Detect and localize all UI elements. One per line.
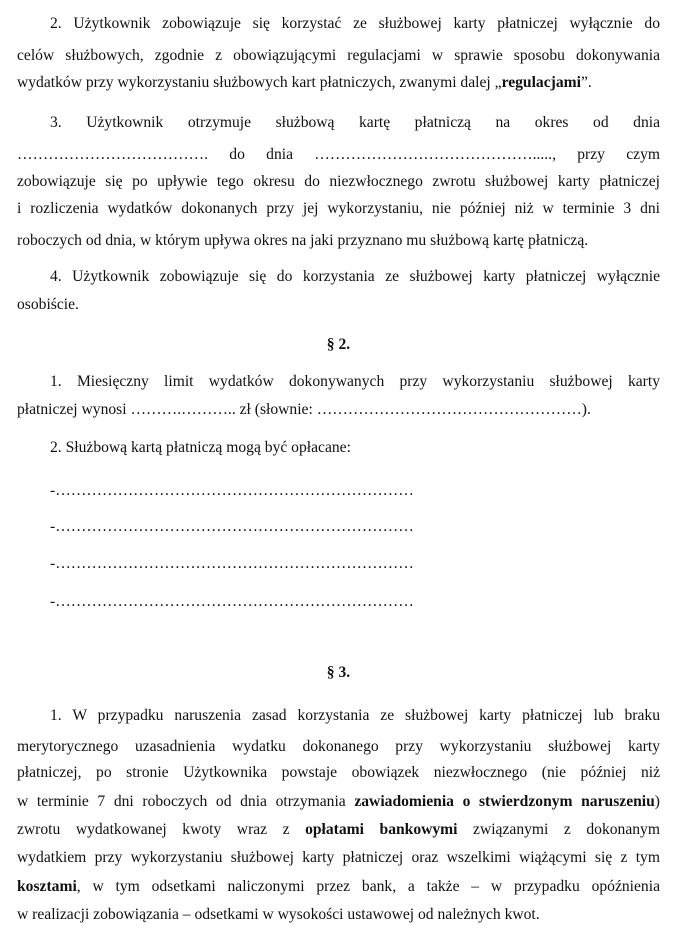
par-3-1-line-8: w realizacji zobowiązania – odsetkami w wysokości ustawowej od należnych kwot.: [17, 906, 540, 923]
text-span: , w tym odsetkami naliczonymi przez bank, a także – w przypadku opóźnienia: [76, 878, 660, 895]
par-1-2-line-1: 2. Użytkownik zobowiązuje się korzystać ze służbowej karty płatniczej wyłącznie do: [50, 15, 660, 32]
par-3-1-line-3: płatniczej, po stronie Użytkownika powstaje obowiązek niezwłocznego (nie później niż: [17, 764, 660, 781]
par-1-3-line-5: roboczych od dnia, w którym upływa okres na jaki przyznano mu służbową kartę płatniczą.: [17, 232, 589, 249]
par-3-1-line-5: [17, 817, 660, 843]
par-1-4-line-2: osobiście.: [17, 296, 79, 313]
par-1-3-line-3: zobowiązuje się po upływie tego okresu do niezwłocznego zwrotu służbowej karty płatniczej: [17, 173, 660, 190]
text-span: związanymi z dokonanym: [457, 821, 660, 838]
text-span: ”.: [580, 74, 592, 91]
text-span: wydatków przy wykorzystaniu służbowych kart płatniczych, zwanymi dalej „: [17, 74, 502, 91]
par-1-2-line-3: [17, 70, 660, 96]
par-3-1-line-7: [17, 874, 660, 900]
par-2-2-line: 2. Służbową kartą płatniczą mogą być opłacane:: [50, 439, 351, 456]
text-span: zwrotu wydatkowanej kwoty wraz z: [17, 821, 306, 838]
par-2-1-line-1: 1. Miesięczny limit wydatków dokonywanych przy wykorzystaniu służbowej karty: [50, 373, 660, 390]
par-3-1-line-6: wydatkiem przy wykorzystaniu służbowej karty płatniczej oraz wszelkimi wiążącymi się z tym: [17, 849, 660, 866]
text-span: w terminie 7 dni roboczych od dnia otrzymania: [17, 793, 355, 810]
par-2-1-line-2-limit-blanks: płatniczej wynosi ……….……….. zł (słownie: ……………………………………………).: [17, 401, 591, 418]
bold-term-bank-fees: opłatami bankowymi: [305, 821, 458, 838]
section-2-heading: § 2.: [326, 336, 351, 353]
expense-blank-line-2: -……………………………………………………………: [50, 518, 414, 535]
bold-term-costs: kosztami: [17, 878, 77, 895]
par-3-1-line-4: [17, 789, 660, 815]
expense-blank-line-3: -……………………………………………………………: [50, 555, 414, 572]
bold-term-notification: zawiadomienia o stwierdzonym naruszeniu: [354, 793, 655, 810]
expense-blank-line-4: -……………………………………………………………: [50, 593, 414, 610]
par-3-1-line-2: merytorycznego uzasadnienia wydatku dokonanego przy wykorzystaniu służbowej karty: [17, 738, 660, 755]
defined-term-regulacje: regulacjami: [501, 74, 581, 91]
par-3-1-line-1: 1. W przypadku naruszenia zasad korzystania ze służbowej karty płatniczej lub braku: [50, 707, 660, 724]
par-1-4-line-1: 4. Użytkownik zobowiązuje się do korzystania ze służbowej karty płatniczej wyłącznie: [50, 268, 660, 285]
par-1-3-line-2-date-blanks: ………………………………. do dnia ……………………………………....., przy czym: [17, 146, 660, 163]
par-1-2-line-2: celów służbowych, zgodnie z obowiązującymi regulacjami w sprawie sposobu dokonywania: [17, 47, 660, 64]
text-span: ): [654, 793, 660, 810]
par-1-3-line-1: 3. Użytkownik otrzymuje służbową kartę płatniczą na okres od dnia: [50, 114, 660, 131]
par-1-3-line-4: i rozliczenia wydatków dokonanych przy jej wykorzystaniu, nie później niż w terminie 3 dni: [17, 200, 660, 217]
section-3-heading: § 3.: [326, 664, 351, 681]
expense-blank-line-1: -……………………………………………………………: [50, 482, 414, 499]
